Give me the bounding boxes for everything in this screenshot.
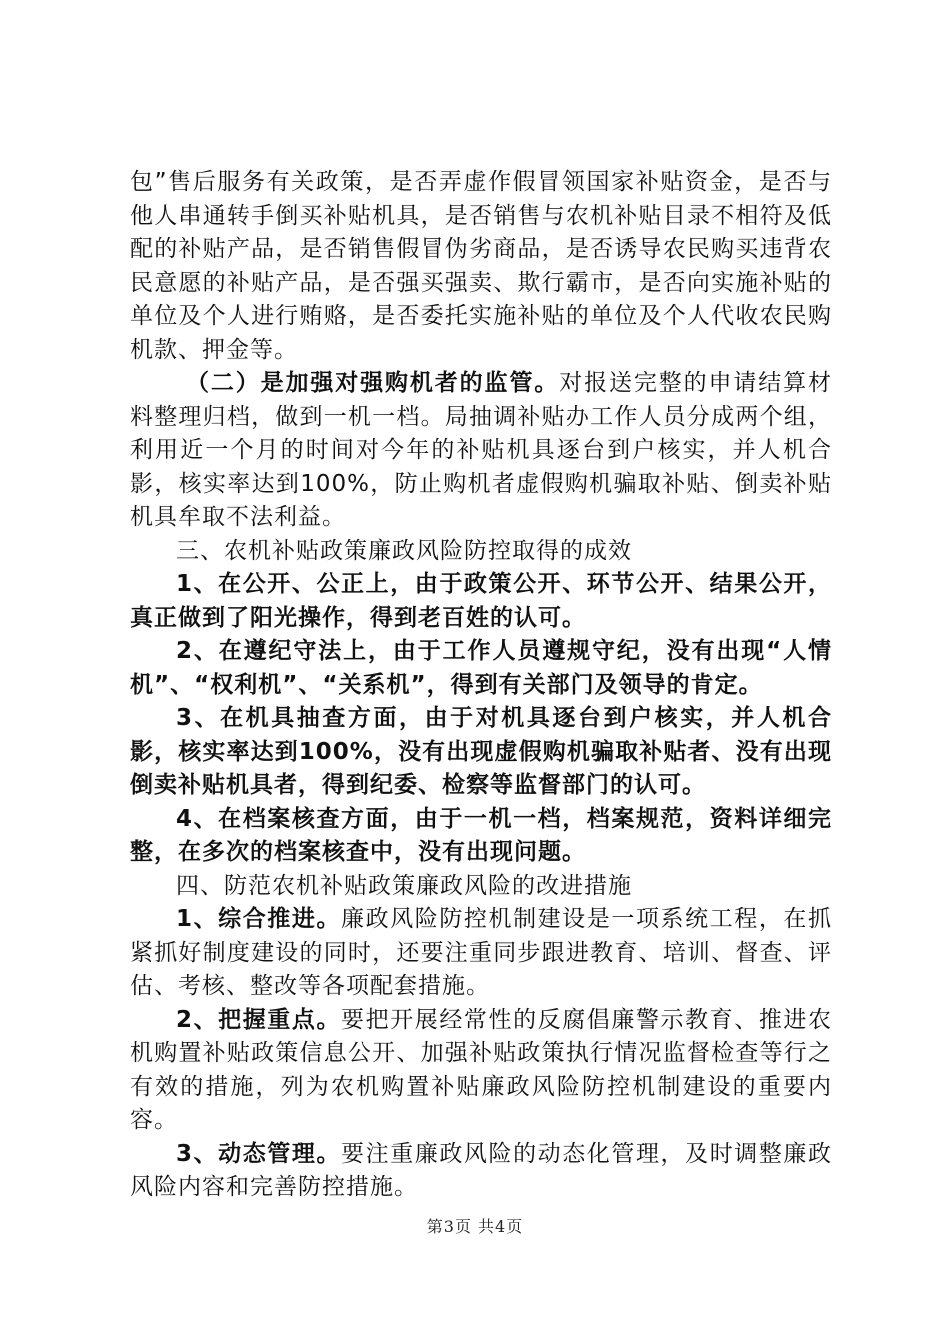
section-heading-results: 三、农机补贴政策廉政风险防控取得的成效 (176, 537, 632, 564)
paragraph-buyer-supervision-heading: （二）是加强对强购机者的监管。 (186, 370, 560, 396)
paragraph-buyer-supervision-text: 对报送完整的申请结算材料整理归档，做到一机一档。局抽调补贴办工作人员分成两个组，利用近一个月的时间对今年的补贴机具逐台到户核实，并人机合影，核实率达到100%，防止购机者虚假购机骗取补贴、倒卖补贴机具牟取不法利益。 (130, 370, 833, 530)
measure-item-3-heading: 3、动态管理。 (176, 1140, 342, 1167)
paragraph-supervision-list: 包”售后服务有关政策，是否弄虚作假冒领国家补贴资金，是否与他人串通转手倒买补贴机具，是否销售与农机补贴目录不相符及低配的补贴产品，是否销售假冒伪劣商品，是否诱导农民购买违背农民意愿的补贴产品，是否强买强卖、欺行霸市，是否向实施补贴的单位及个人进行贿赂，是否委托实施补贴的单位及个人代收农民购机款、押金等。 (130, 169, 832, 363)
paragraph-buyer-supervision (130, 367, 832, 535)
measure-item-3-text: 要注重廉政风险的动态化管理，及时调整廉政风险内容和完善防控措施。 (130, 1140, 832, 1200)
measure-item-3 (130, 1138, 832, 1205)
result-item-2: 2、在遵纪守法上，由于工作人员遵规守纪，没有出现“人情机”、“权利机”、“关系机”，得到有关部门及领导的肯定。 (130, 638, 832, 698)
measure-item-2-text: 要把开展经常性的反腐倡廉警示教育、推进农机购置补贴政策信息公开、加强补贴政策执行情况监督检查等行之有效的措施，列为农机购置补贴廉政风险防控机制建设的重要内容。 (130, 1006, 832, 1133)
measure-item-2 (130, 1004, 832, 1138)
result-item-3: 3、在机具抽查方面，由于对机具逐台到户核实，并人机合影，核实率达到100%，没有出现虚假购机骗取补贴者、没有出现倒卖补贴机具者，得到纪委、检察等监督部门的认可。 (130, 705, 832, 798)
measure-item-2-heading: 2、把握重点。 (176, 1006, 342, 1033)
measure-item-1-heading: 1、综合推进。 (176, 906, 342, 932)
measure-item-1 (130, 903, 832, 1004)
result-item-4: 4、在档案核查方面，由于一机一档，档案规范，资料详细完整，在多次的档案核查中，没有出现问题。 (130, 805, 832, 865)
section-heading-improvements: 四、防范农机补贴政策廉政风险的改进措施 (176, 872, 632, 899)
measure-item-1-text: 廉政风险防控机制建设是一项系统工程，在抓紧抓好制度建设的同时，还要注重同步跟进教育、培训、督查、评估、考核、整改等各项配套措施。 (130, 906, 832, 999)
result-item-1: 1、在公开、公正上，由于政策公开、环节公开、结果公开，真正做到了阳光操作，得到老百姓的认可。 (130, 571, 832, 631)
page-number-footer: 第3页 共4页 (426, 1217, 524, 1236)
document-body (130, 166, 832, 1205)
